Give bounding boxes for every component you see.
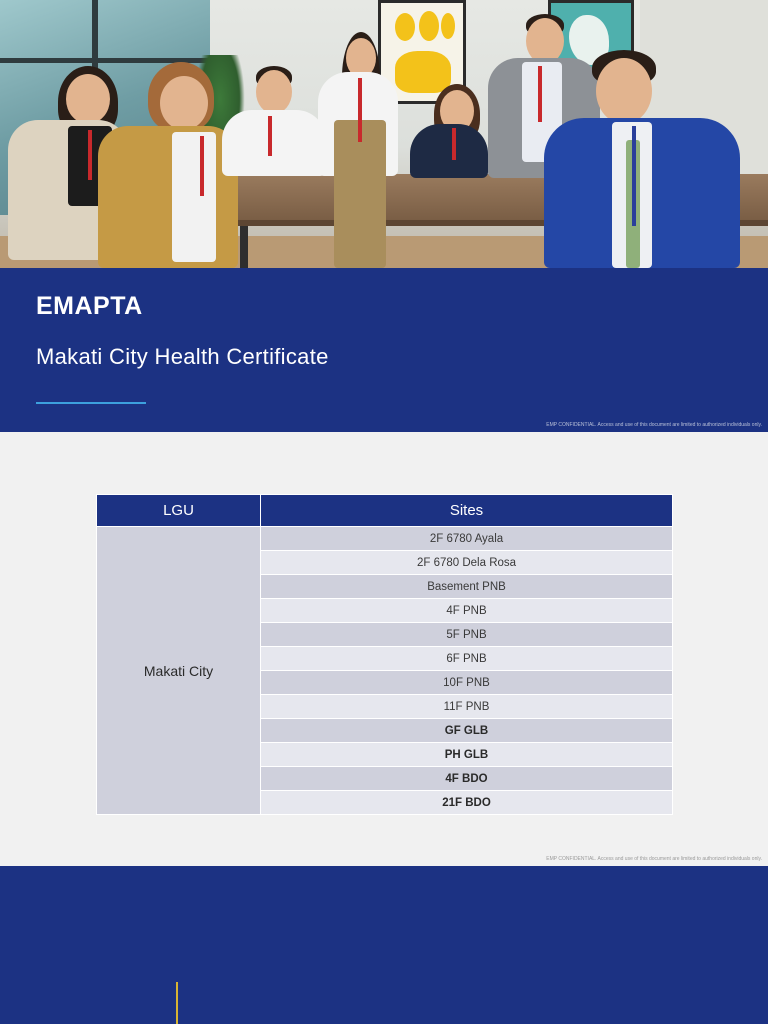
footer-accent-line xyxy=(176,982,178,1024)
column-header-lgu: LGU xyxy=(97,495,261,527)
site-cell: Basement PNB xyxy=(261,575,673,599)
site-cell: 6F PNB xyxy=(261,647,673,671)
site-cell: 10F PNB xyxy=(261,671,673,695)
site-cell: PH GLB xyxy=(261,743,673,767)
sites-table xyxy=(96,494,673,815)
site-cell: 2F 6780 Ayala xyxy=(261,527,673,551)
confidential-notice: EMP CONFIDENTIAL. Access and use of this document are limited to authorized individuals only. xyxy=(546,422,762,428)
title-underline xyxy=(36,402,146,404)
site-cell: 4F BDO xyxy=(261,767,673,791)
company-logo: EMAPTA xyxy=(36,292,143,320)
table-header-row xyxy=(97,495,673,527)
table-row xyxy=(97,527,673,551)
table-leg xyxy=(240,226,248,268)
site-cell: 21F BDO xyxy=(261,791,673,815)
site-cell: 2F 6780 Dela Rosa xyxy=(261,551,673,575)
footer-band xyxy=(0,866,768,1024)
column-header-sites: Sites xyxy=(261,495,673,527)
confidential-notice-bottom: EMP CONFIDENTIAL. Access and use of this document are limited to authorized individuals only. xyxy=(546,856,762,862)
document-title: Makati City Health Certificate xyxy=(36,344,329,369)
hero-photo xyxy=(0,0,768,268)
site-cell: 11F PNB xyxy=(261,695,673,719)
site-cell: 5F PNB xyxy=(261,623,673,647)
site-cell: 4F PNB xyxy=(261,599,673,623)
lgu-cell: Makati City xyxy=(97,527,261,815)
site-cell: GF GLB xyxy=(261,719,673,743)
